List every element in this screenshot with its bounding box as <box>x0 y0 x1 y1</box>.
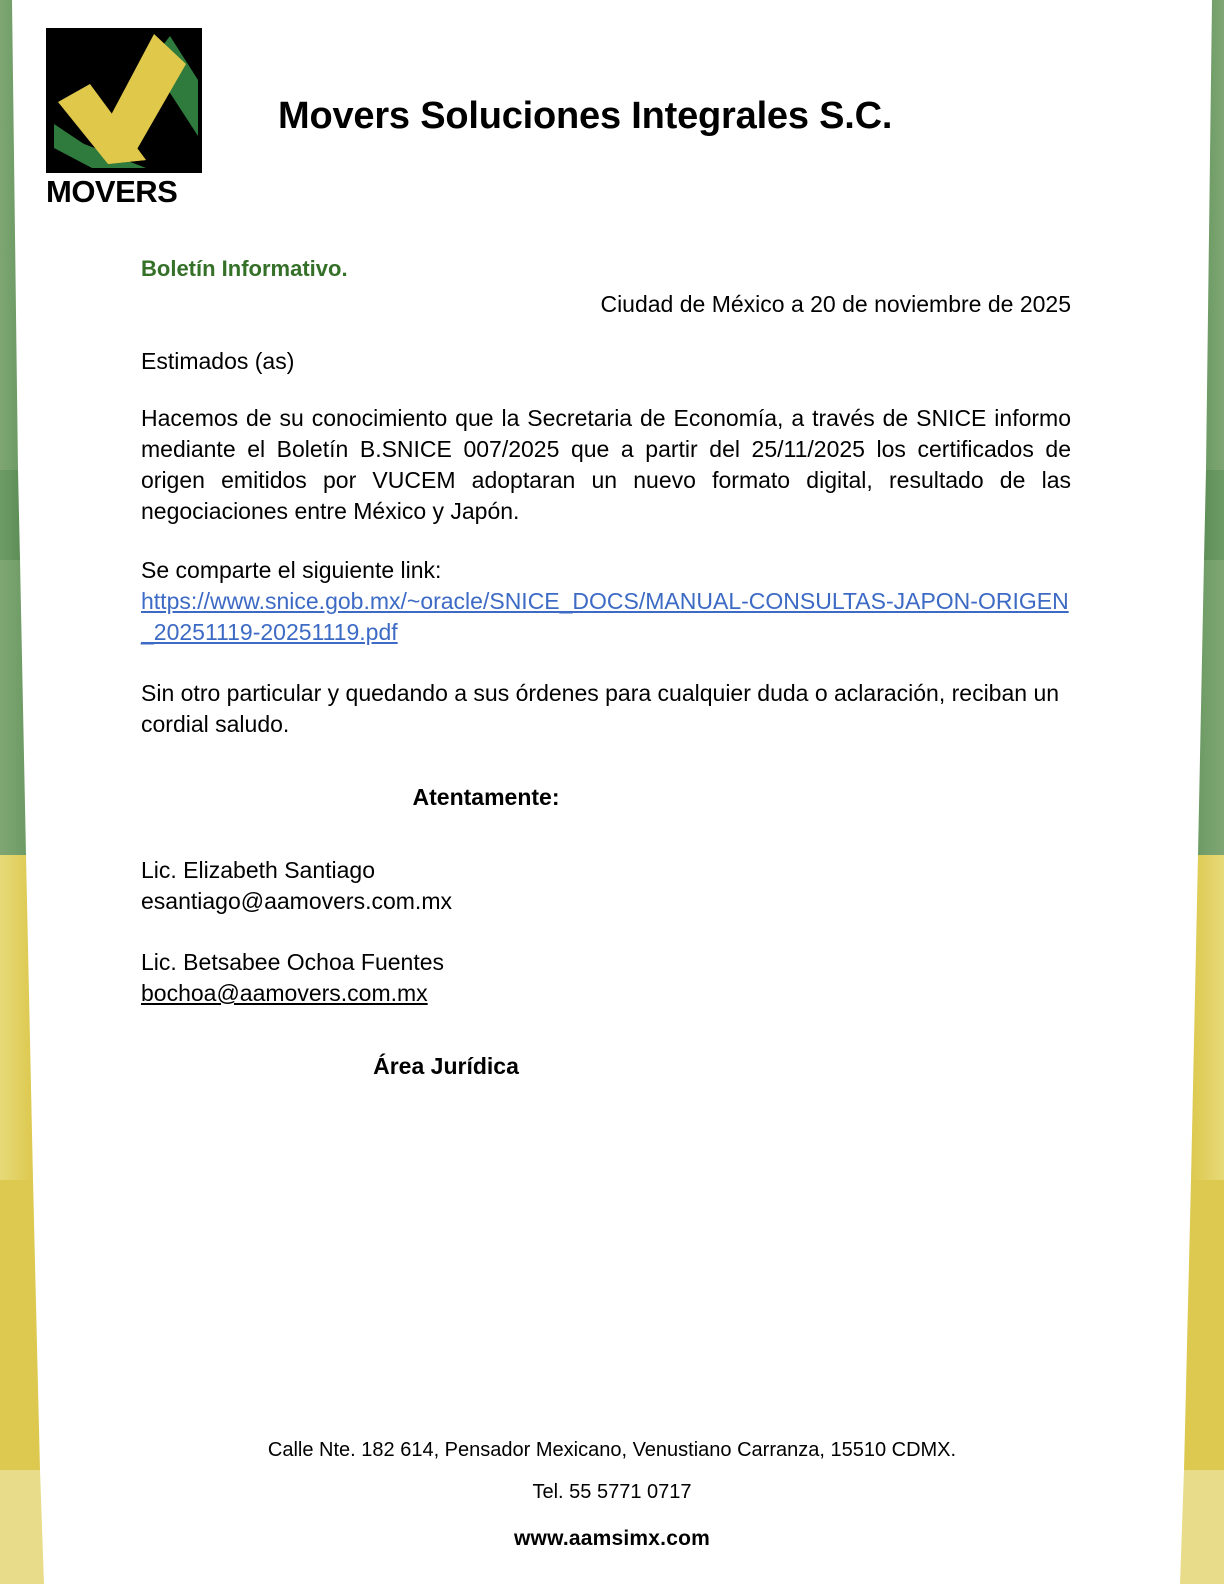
company-logo <box>46 28 202 210</box>
letterhead-footer <box>0 1437 1224 1551</box>
signer-block-1 <box>141 855 1071 917</box>
letterhead-header <box>0 0 1224 232</box>
footer-phone: Tel. 55 5771 0717 <box>532 1481 692 1503</box>
signer-name: Lic. Elizabeth Santiago <box>141 857 375 883</box>
signer-name: Lic. Betsabee Ochoa Fuentes <box>141 949 445 975</box>
movers-chevron-icon <box>46 28 202 173</box>
greeting: Estimados (as) <box>141 348 295 374</box>
link-line <box>141 586 1071 648</box>
link-intro: Se comparte el siguiente link: <box>141 557 442 583</box>
logo-wordmark: MOVERS <box>46 174 178 209</box>
signer-email[interactable]: bochoa@aamovers.com.mx <box>141 980 428 1006</box>
closing-paragraph: Sin otro particular y quedando a sus órdenes para cualquier duda o aclaración, reciban un cordial saludo. <box>141 680 1060 737</box>
sign-off: Atentamente: <box>412 784 560 810</box>
body-paragraph: Hacemos de su conocimiento que la Secretaria de Economía, a través de SNICE informo mediante el Boletín B.SNICE 007/2025 que a partir del 25/11/2025 los certificados de origen emitidos por VUCEM adoptaran un nuevo formato digital, resultado de las negociaciones entre México y Japón. <box>141 405 1071 524</box>
letter-body <box>141 255 1071 1080</box>
right-decorative-stripe <box>1154 0 1224 1584</box>
signer-email: esantiago@aamovers.com.mx <box>141 888 452 914</box>
bulletin-label: Boletín Informativo. <box>141 256 348 281</box>
signer-block-2 <box>141 947 1071 1009</box>
left-decorative-stripe <box>0 0 70 1584</box>
snice-document-link[interactable]: https://www.snice.gob.mx/~oracle/SNICE_DOCS/MANUAL-CONSULTAS-JAPON-ORIGEN_20251119-20251119.pdf <box>141 588 1069 645</box>
dateline: Ciudad de México a 20 de noviembre de 2025 <box>600 291 1071 317</box>
department-label: Área Jurídica <box>373 1053 519 1079</box>
footer-website: www.aamsimx.com <box>514 1527 710 1550</box>
company-title: Movers Soluciones Integrales S.C. <box>278 95 893 137</box>
footer-address: Calle Nte. 182 614, Pensador Mexicano, Venustiano Carranza, 15510 CDMX. <box>267 1439 957 1461</box>
